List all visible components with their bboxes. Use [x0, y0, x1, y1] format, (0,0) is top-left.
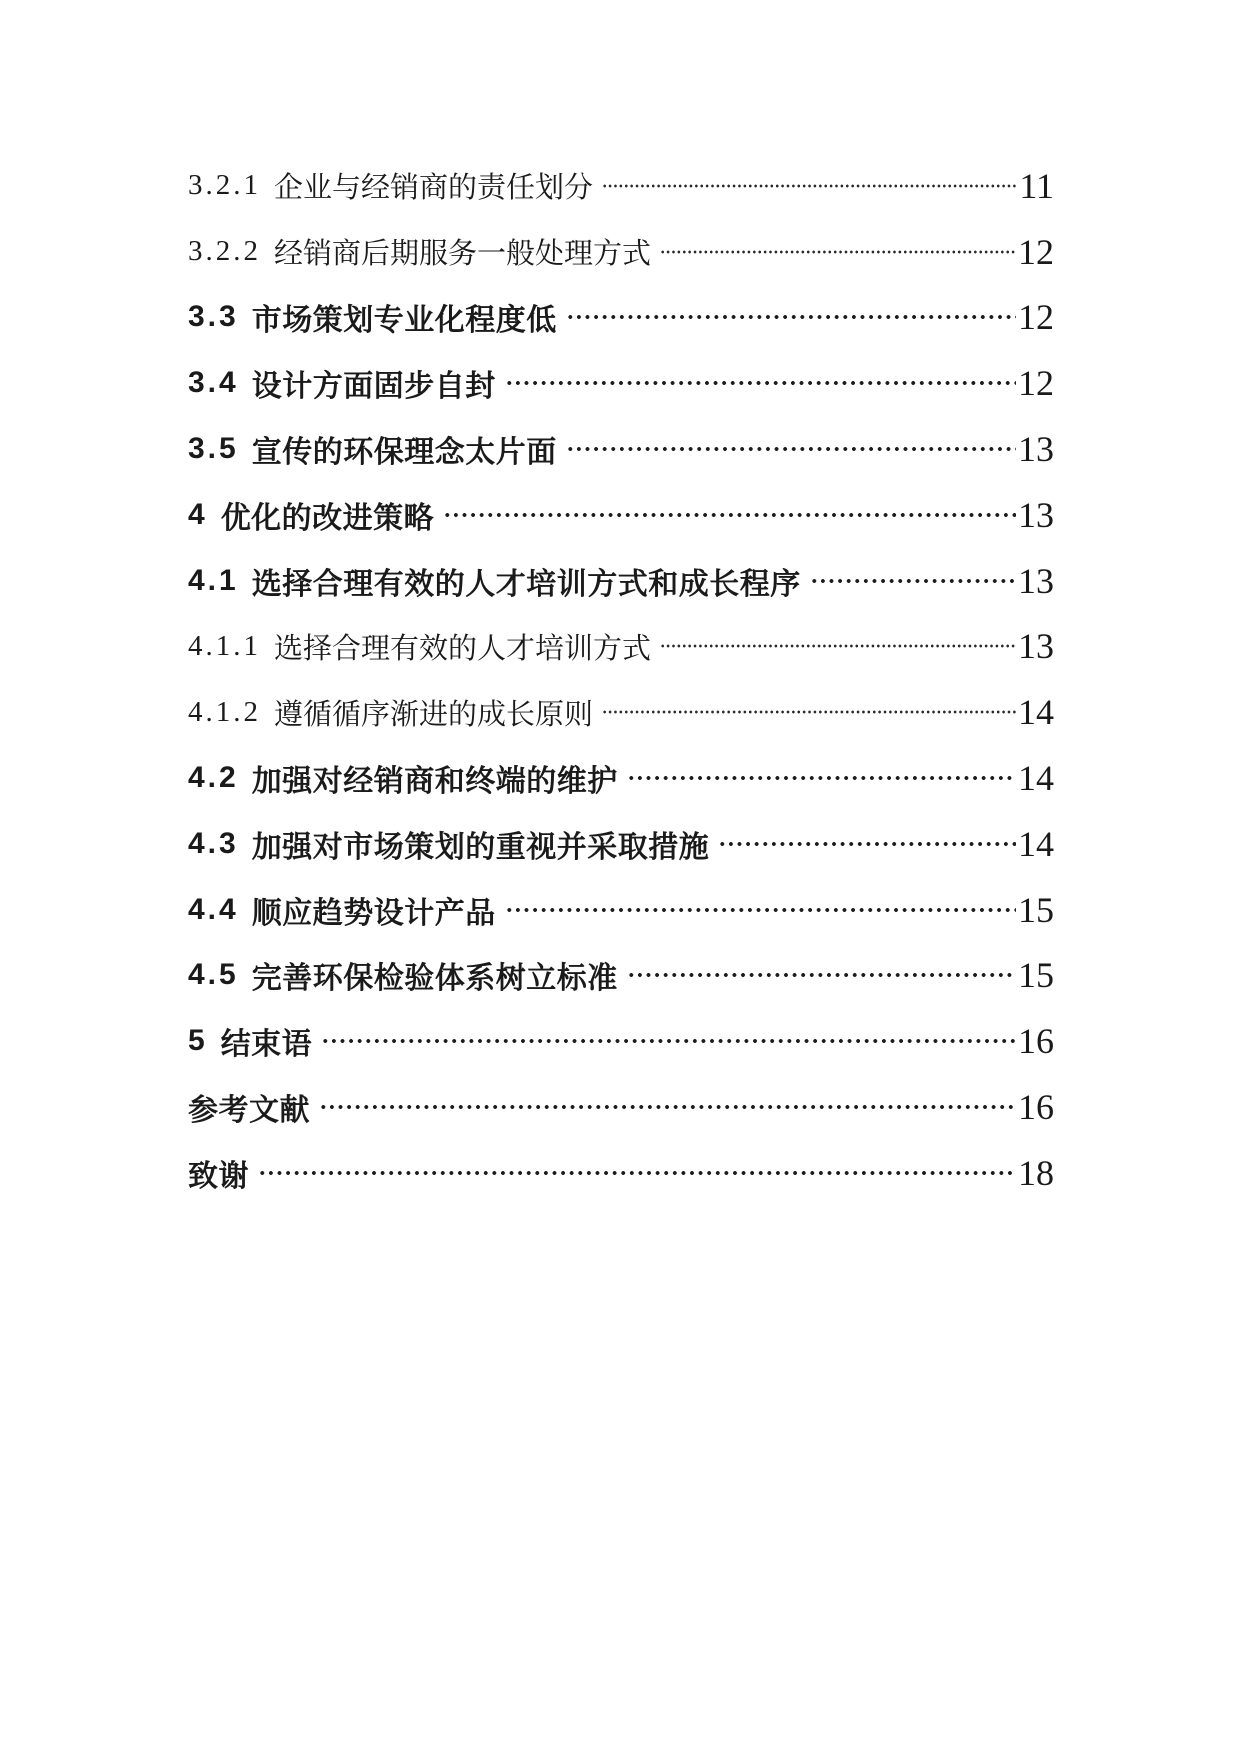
toc-entry[interactable]	[188, 482, 1054, 548]
toc-entry-page: 13	[1018, 429, 1054, 470]
toc-list	[188, 153, 1054, 1206]
toc-entry[interactable]	[188, 1074, 1054, 1140]
dot-leader	[505, 350, 1016, 416]
toc-entry-page: 13	[1018, 560, 1054, 601]
dot-leader	[627, 943, 1016, 1009]
toc-entry[interactable]	[188, 943, 1054, 1009]
toc-entry-number: 4.3	[188, 826, 239, 860]
toc-entry-page: 16	[1018, 1021, 1054, 1062]
toc-entry-page: 14	[1018, 692, 1054, 733]
dot-leader	[505, 877, 1016, 943]
toc-entry-number: 5	[188, 1024, 208, 1058]
toc-entry-number: 4.2	[188, 761, 239, 795]
toc-entry-title: 参考文献	[188, 1094, 310, 1128]
toc-entry-page: 14	[1018, 758, 1054, 799]
toc-entry-title: 优化的改进策略	[220, 501, 435, 535]
toc-entry-title: 顺应趋势设计产品	[251, 896, 496, 930]
toc-entry[interactable]	[188, 745, 1054, 811]
toc-entry-number: 3.5	[188, 432, 239, 466]
dot-leader	[566, 416, 1016, 482]
toc-entry-page: 13	[1018, 626, 1054, 667]
toc-entry-number: 3.2.1	[188, 169, 261, 202]
dot-leader	[443, 482, 1016, 548]
toc-entry-title: 加强对市场策划的重视并采取措施	[251, 830, 710, 864]
toc-entry-page: 16	[1018, 1087, 1054, 1128]
toc-entry-page: 14	[1018, 823, 1054, 864]
toc-entry-title: 设计方面固步自封	[251, 370, 496, 404]
toc-entry[interactable]	[188, 416, 1054, 482]
toc-entry[interactable]	[188, 1008, 1054, 1074]
toc-entry-title: 选择合理有效的人才培训方式和成长程序	[251, 567, 801, 601]
toc-entry-number: 3.2.2	[188, 235, 261, 268]
toc-entry-number: 4.4	[188, 892, 239, 926]
toc-entry[interactable]	[188, 548, 1054, 614]
dot-leader	[258, 1140, 1016, 1206]
toc-entry[interactable]	[188, 811, 1054, 877]
toc-entry-page: 11	[1019, 165, 1054, 206]
toc-entry-title: 致谢	[188, 1159, 249, 1193]
toc-entry-title: 结束语	[220, 1028, 313, 1062]
toc-entry-title: 选择合理有效的人才培训方式	[274, 632, 652, 665]
dot-leader	[602, 153, 1017, 219]
toc-entry-page: 12	[1018, 363, 1054, 404]
toc-entry-page: 15	[1018, 955, 1054, 996]
dot-leader	[602, 679, 1016, 745]
toc-entry-title: 经销商后期服务一般处理方式	[274, 238, 652, 271]
toc-entry[interactable]	[188, 350, 1054, 416]
toc-entry[interactable]	[188, 614, 1054, 680]
toc-entry-title: 企业与经销商的责任划分	[274, 172, 594, 205]
toc-entry[interactable]	[188, 1140, 1054, 1206]
toc-entry-page: 12	[1018, 297, 1054, 338]
toc-entry[interactable]	[188, 285, 1054, 351]
toc-entry[interactable]	[188, 219, 1054, 285]
toc-entry[interactable]	[188, 679, 1054, 745]
toc-entry-number: 3.4	[188, 366, 239, 400]
dot-leader	[810, 548, 1016, 614]
dot-leader	[718, 811, 1016, 877]
toc-entry-page: 18	[1018, 1152, 1054, 1193]
toc-entry-number: 4.1.2	[188, 695, 261, 728]
toc-entry-page: 12	[1018, 231, 1054, 272]
toc-entry[interactable]	[188, 153, 1054, 219]
dot-leader	[321, 1008, 1016, 1074]
dot-leader	[319, 1074, 1016, 1140]
toc-entry[interactable]	[188, 877, 1054, 943]
toc-entry-title: 遵循循序渐进的成长原则	[274, 698, 594, 731]
toc-entry-title: 宣传的环保理念太片面	[251, 436, 557, 470]
dot-leader	[660, 614, 1016, 680]
dot-leader	[566, 285, 1016, 351]
toc-entry-number: 4.5	[188, 958, 239, 992]
toc-entry-title: 完善环保检验体系树立标准	[251, 962, 618, 996]
toc-entry-number: 4.1	[188, 563, 239, 597]
toc-entry-title: 市场策划专业化程度低	[251, 304, 557, 338]
toc-entry-page: 15	[1018, 889, 1054, 930]
dot-leader	[627, 745, 1016, 811]
toc-entry-number: 3.3	[188, 300, 239, 334]
toc-entry-number: 4	[188, 497, 208, 531]
toc-entry-page: 13	[1018, 494, 1054, 535]
toc-entry-number: 4.1.1	[188, 629, 261, 662]
dot-leader	[660, 219, 1016, 285]
toc-entry-title: 加强对经销商和终端的维护	[251, 765, 618, 799]
